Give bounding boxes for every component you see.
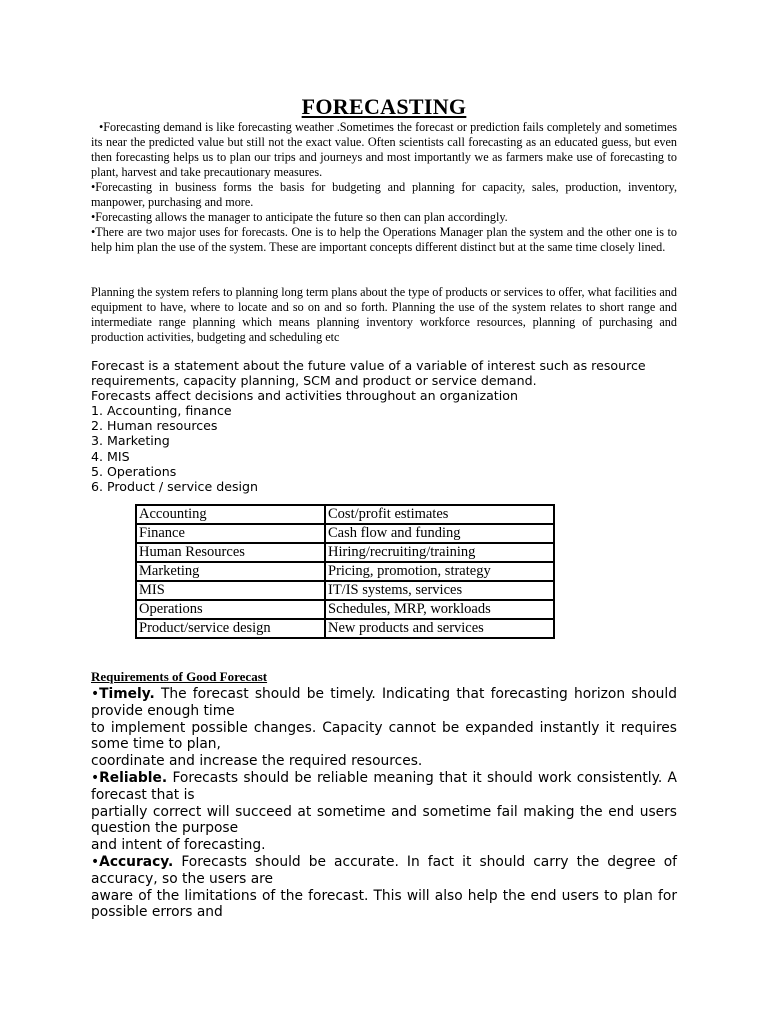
table-cell-area: Accounting [136, 505, 325, 524]
list-item: 1. Accounting, finance [91, 403, 232, 419]
table-row [136, 524, 554, 543]
reliable-line-3: and intent of forecasting. [91, 837, 266, 854]
list-item: 6. Product / service design [91, 478, 258, 494]
timely-line-1: •Timely. The forecast should be timely. Indicating that forecasting horizon should provide enough time [91, 686, 677, 719]
functional-areas-list [91, 403, 681, 494]
table-cell-area: Operations [136, 600, 325, 619]
list-item: 5. Operations [91, 463, 177, 479]
timely-line-3: coordinate and increase the required resources. [91, 753, 423, 770]
reliable-label: Reliable. [99, 769, 168, 786]
table-row [136, 543, 554, 562]
timely-text-1: The forecast should be timely. Indicating that forecasting horizon should provide enough time [91, 686, 677, 719]
timely-line-2: to implement possible changes. Capacity cannot be expanded instantly it requires some time to plan, [91, 719, 677, 753]
table-cell-area: Product/service design [136, 619, 325, 638]
table-cell-use: Schedules, MRP, workloads [325, 600, 554, 619]
table-cell-area: Finance [136, 524, 325, 543]
accuracy-label: Accuracy. [99, 853, 174, 870]
intro-paragraph-1: •Forecasting demand is like forecasting weather .Sometimes the forecast or prediction fails completely and sometimes its near the predicted value but still not the exact value. Often scientists call forecasting as an educated guess, but even then forecasting helps us to plan our trips and journeys and most importantly we as farmers make use of forecasting to plant, harvest and take precautionary measures. [91, 120, 677, 179]
definition-line-1: Forecast is a statement about the future value of a variable of interest such as resource requirements, capacity planning, SCM and product or service demand. [91, 358, 646, 389]
list-item: 3. Marketing [91, 433, 170, 449]
table-cell-use: IT/IS systems, services [325, 581, 554, 600]
page-title: FORECASTING [301, 94, 467, 119]
list-item: 2. Human resources [91, 418, 218, 434]
table-cell-use: Pricing, promotion, strategy [325, 562, 554, 581]
requirements-heading: Requirements of Good Forecast [91, 669, 268, 684]
table-row [136, 562, 554, 581]
reliable-line-1: •Reliable. Forecasts should be reliable meaning that it should work consistently. A forecast that is [91, 769, 677, 803]
reliable-text-1: Forecasts should be reliable meaning that it should work consistently. A forecast that is [91, 769, 677, 803]
table-row [136, 600, 554, 619]
intro-paragraph-2: •Forecasting in business forms the basis for budgeting and planning for capacity, sales, production, inventory, manpower, purchasing and more. [91, 180, 677, 209]
timely-label: Timely. [99, 686, 155, 702]
table-row [136, 619, 554, 638]
table-row [136, 505, 554, 524]
table-row [136, 581, 554, 600]
definition-line-2: Forecasts affect decisions and activities throughout an organization [91, 388, 518, 404]
requirements-section [91, 686, 677, 921]
table-cell-use: Hiring/recruiting/training [325, 543, 554, 562]
definition-section [91, 358, 681, 494]
intro-section [91, 120, 677, 255]
table-cell-use: New products and services [325, 619, 554, 638]
table-cell-area: Marketing [136, 562, 325, 581]
table-cell-area: Human Resources [136, 543, 325, 562]
forecast-uses-table [135, 504, 555, 639]
planning-paragraph: Planning the system refers to planning long term plans about the type of products or services to offer, what facilities and equipment to have, where to locate and so on and so forth. Planning the use of the system relates to short range and intermediate range planning which means planning inventory workforce resources, planning of purchasing and production activities, budgeting and scheduling etc [91, 285, 677, 344]
table-cell-use: Cost/profit estimates [325, 505, 554, 524]
accuracy-line-2: aware of the limitations of the forecast. This will also help the end users to plan for possible errors and [91, 887, 677, 921]
table-cell-area: MIS [136, 581, 325, 600]
reliable-line-2: partially correct will succeed at sometime and sometime fail making the end users question the purpose [91, 803, 677, 837]
accuracy-line-1: •Accuracy. Forecasts should be accurate. In fact it should carry the degree of accuracy, so the users are [91, 853, 678, 887]
planning-section [91, 285, 677, 345]
intro-paragraph-3: •Forecasting allows the manager to anticipate the future so then can plan accordingly. [91, 210, 508, 224]
accuracy-text-1: Forecasts should be accurate. In fact it should carry the degree of accuracy, so the users are [91, 853, 678, 887]
table-cell-use: Cash flow and funding [325, 524, 554, 543]
intro-paragraph-4: •There are two major uses for forecasts. One is to help the Operations Manager plan the system and the other one is to help him plan the use of the system. These are important concepts different distinct but at the same time closely lined. [91, 225, 677, 254]
list-item: 4. MIS [91, 448, 130, 464]
